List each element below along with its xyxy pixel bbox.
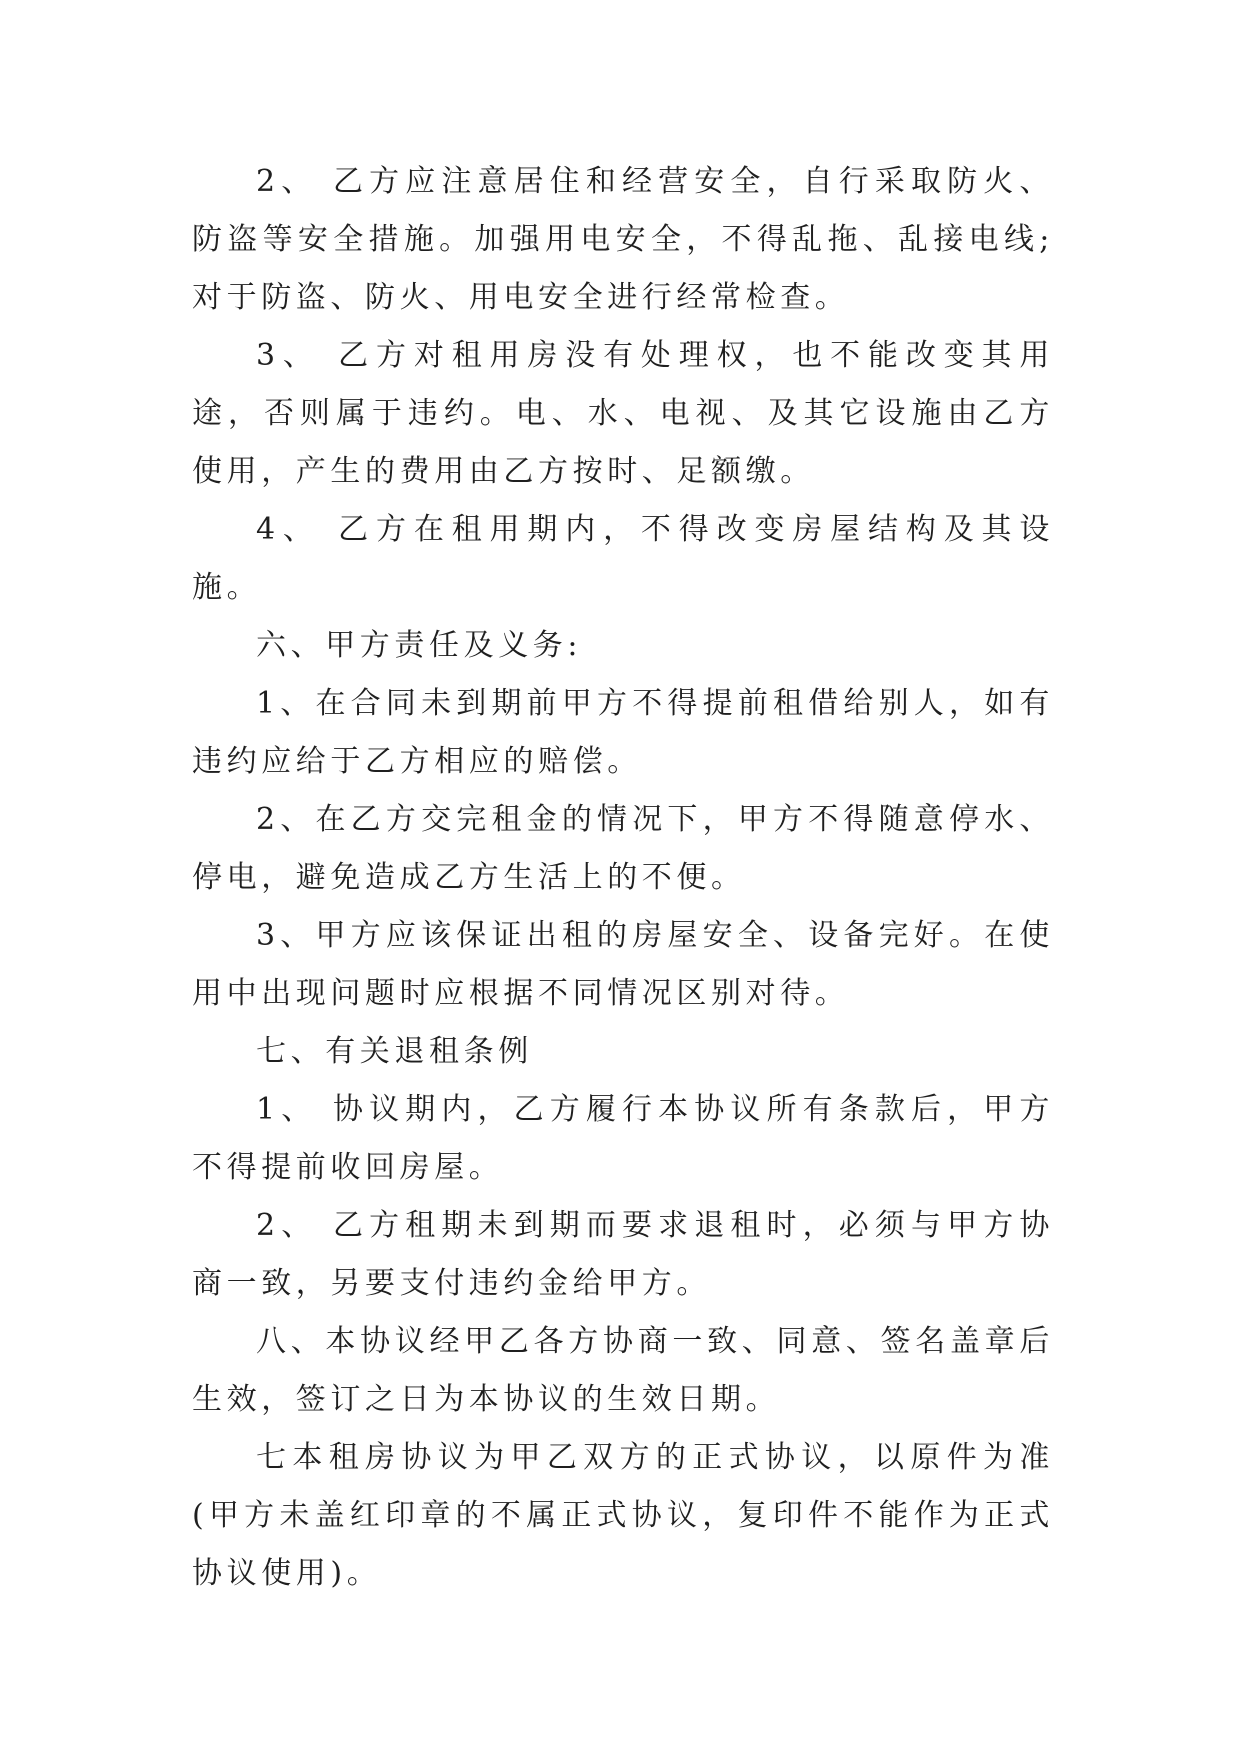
clause-7-1-paragraph: 1、 协议期内，乙方履行本协议所有条款后，甲方不得提前收回房屋。 <box>192 1092 1054 1185</box>
clause-6-3-paragraph: 3、甲方应该保证出租的房屋安全、设备完好。在使用中出现问题时应根据不同情况区别对待。 <box>192 918 1054 1011</box>
clause-5-4-paragraph: 4、 乙方在租用期内，不得改变房屋结构及其设施。 <box>192 512 1054 605</box>
clause-7-2-paragraph: 2、 乙方租期未到期而要求退租时，必须与甲方协商一致，另要支付违约金给甲方。 <box>192 1208 1054 1301</box>
final-clause-paragraph: 七本租房协议为甲乙双方的正式协议，以原件为准(甲方未盖红印章的不属正式协议，复印件不能作为正式协议使用)。 <box>192 1440 1054 1591</box>
clause-6-1-paragraph: 1、在合同未到期前甲方不得提前租借给别人，如有违约应给于乙方相应的赔偿。 <box>192 686 1054 779</box>
section-7-heading: 七、有关退租条例 <box>256 1034 533 1069</box>
clause-5-2-paragraph: 2、 乙方应注意居住和经营安全，自行采取防火、防盗等安全措施。加强用电安全，不得乱拖、乱接电线;对于防盗、防火、用电安全进行经常检查。 <box>192 164 1054 315</box>
section-6-heading: 六、甲方责任及义务: <box>256 628 583 663</box>
document-body <box>192 153 1054 1603</box>
section-8-paragraph: 八、本协议经甲乙各方协商一致、同意、签名盖章后生效，签订之日为本协议的生效日期。 <box>192 1324 1054 1417</box>
clause-5-3-paragraph: 3、 乙方对租用房没有处理权，也不能改变其用途，否则属于违约。电、水、电视、及其它设施由乙方使用，产生的费用由乙方按时、足额缴。 <box>192 338 1054 489</box>
clause-6-2-paragraph: 2、在乙方交完租金的情况下，甲方不得随意停水、停电，避免造成乙方生活上的不便。 <box>192 802 1054 895</box>
